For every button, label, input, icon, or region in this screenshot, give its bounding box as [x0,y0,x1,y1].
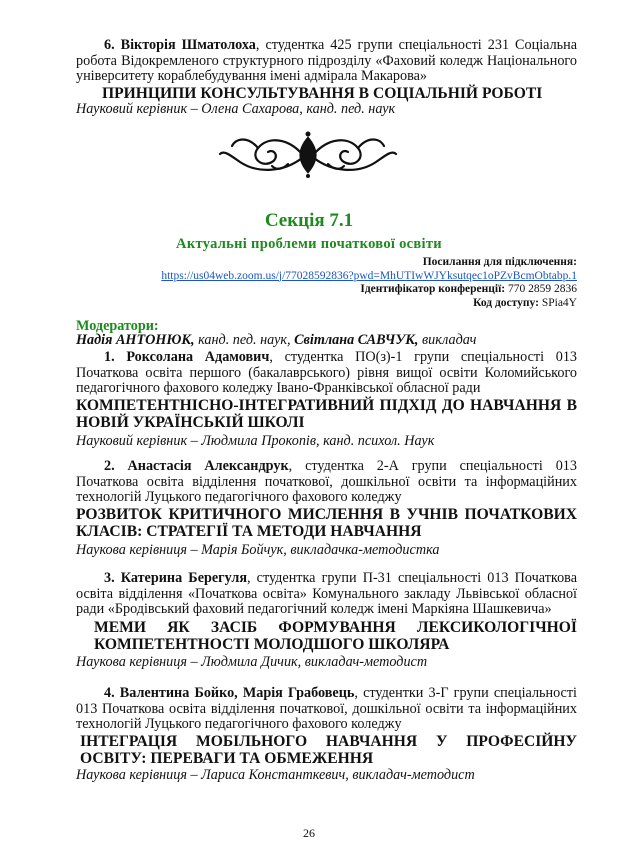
section-subtitle: Актуальні проблеми початкової освіти [176,236,442,252]
supervisor-line: Наукова керівниця – Людмила Дичик, викладач-методист [76,654,428,670]
report-topic: КОМПЕТЕНТНІСНО-ІНТЕГРАТИВНИЙ ПІДХІД ДО НАВЧАННЯ В НОВІЙ УКРАЇНСЬКІЙ ШКОЛІ [76,397,577,431]
participant-name: Валентина Бойко, Марія Грабовець [119,685,355,701]
entry-number: 6. [104,37,115,53]
report-topic: РОЗВИТОК КРИТИЧНОГО МИСЛЕННЯ В УЧНІВ ПОЧАТКОВИХ КЛАСІВ: СТРАТЕГІЇ ТА МЕТОДИ НАВЧАННЯ [76,506,577,540]
access-code: SPia4Y [538,296,577,309]
entry-number: 3. [104,570,115,586]
participant-entry [76,686,577,733]
moderators-line [76,333,577,349]
access-code-label: Код доступу: [473,296,539,309]
conference-id: 770 2859 2836 [505,283,577,295]
page-number: 26 [303,826,315,840]
connection-info [76,256,577,310]
participant-affiliation: , студентка групи П-31 спеціальності 013 Початкова освіта відділення «Початкова освіта» Комунального закладу Львівської обласної ради «Бродівський фаховий педагогічний коледж імені Маркіяна Шашкевича» [76,570,577,618]
participant-name: Анастасія Александрук [127,458,289,474]
report-topic: ПРИНЦИПИ КОНСУЛЬТУВАННЯ В СОЦІАЛЬНІЙ РОБОТІ [102,85,543,102]
supervisor-line: Наукова керівниця – Лариса Константкевич, викладач-методист [76,767,475,783]
participant-entry [76,350,577,397]
participant-name: Вікторія Шматолоха [120,37,256,53]
entry-number: 4. [104,685,115,701]
participant-entry [76,571,577,618]
participant-entry [76,459,577,506]
moderator-name: Надія АНТОНЮК, [76,332,195,348]
participant-name: Катерина Берегуля [120,570,247,586]
supervisor-line: Науковий керівник – Олена Сахарова, канд. пед. наук [76,101,396,117]
ornamental-flourish-icon [218,128,398,178]
moderator-name: Світлана САВЧУК, [294,332,419,348]
participant-affiliation: , студентка ПО(з)-1 групи спеціальності 013 Початкова освіта першого (бакалаврського) рівня вищої освіти Коломийського педагогічного фахового коледжу Івано-Франківської обласної ради [76,349,578,397]
participant-name: Роксолана Адамович [126,349,270,365]
conference-id-label: Ідентифікатор конференції: [360,283,506,295]
section-title: Секція 7.1 [264,210,354,231]
report-topic: ІНТЕГРАЦІЯ МОБІЛЬНОГО НАВЧАННЯ У ПРОФЕСІЙНУ ОСВІТУ: ПЕРЕВАГИ ТА ОБМЕЖЕННЯ [80,733,577,767]
report-topic: МЕМИ ЯК ЗАСІБ ФОРМУВАННЯ ЛЕКСИКОЛОГІЧНОЇ КОМПЕТЕНТНОСТІ МОЛОДШОГО ШКОЛЯРА [94,619,577,653]
participant-entry [76,38,577,85]
zoom-link[interactable]: https://us04web.zoom.us/j/77028592836?pwd=MhUTIwWJYksutqec1oPZvBcmObtabp.1 [161,269,577,282]
participant-affiliation: , студентки 3-Г групи спеціальності 013 Початкова освіта відділення початкової, дошкільної освіти та інформаційних технологій Луцького педагогічного фахового коледжу [76,685,577,733]
moderators-label: Модератори: [76,318,159,334]
supervisor-line: Наукова керівниця – Марія Бойчук, викладачка-методистка [76,542,440,558]
entry-number: 1. [104,349,115,365]
link-label: Посилання для підключення: [422,256,577,268]
supervisor-line: Науковий керівник – Людмила Прокопів, канд. психол. Наук [76,433,435,449]
participant-affiliation: , студентка 2-А групи спеціальності 013 Початкова освіта відділення початкової, дошкільної освіти та інформаційних технологій Луцького педагогічного фахового коледжу [76,458,577,506]
moderator-role: канд. пед. наук, [194,332,295,348]
participant-affiliation: , студентка 425 групи спеціальності 231 Соціальна робота Відокремленого структурного підрозділу «Фаховий коледж Національного університету кораблебудування імені адмірала Макарова» [76,37,578,85]
moderator-role: викладач [418,332,477,348]
entry-number: 2. [104,458,115,474]
